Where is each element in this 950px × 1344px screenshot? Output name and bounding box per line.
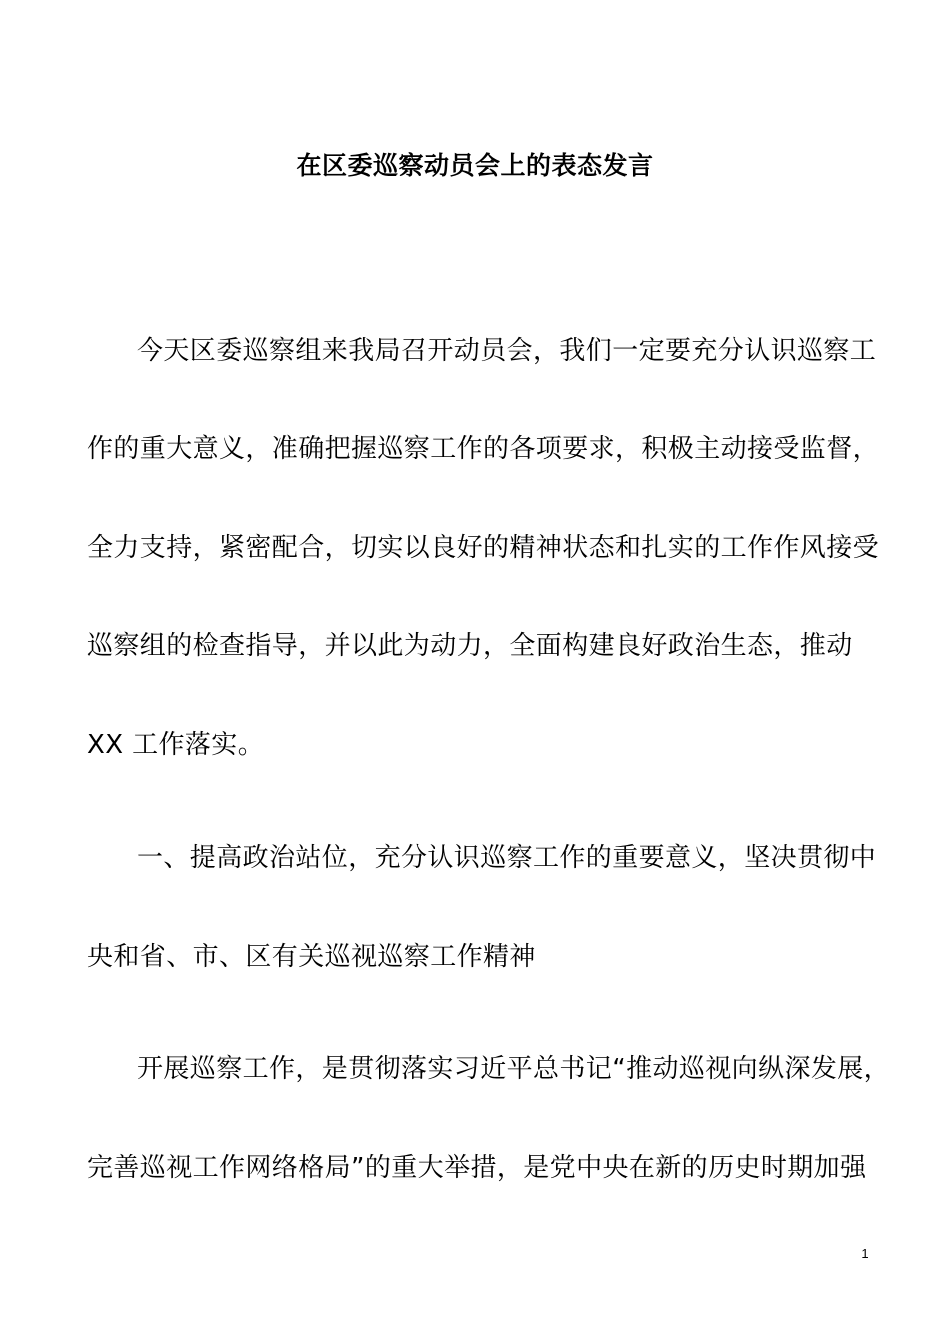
paragraph-1-line-4: 巡察组的检查指导，并以此为动力，全面构建良好政治生态，推动 <box>87 631 853 661</box>
document-title: 在区委巡察动员会上的表态发言 <box>296 151 654 180</box>
paragraph-1-line-1: 今天区委巡察组来我局召开动员会，我们一定要充分认识巡察工 <box>137 336 877 366</box>
section-heading-line-2: 央和省、市、区有关巡视巡察工作精神 <box>87 942 536 972</box>
paragraph-1-line-3: 全力支持，紧密配合，切实以良好的精神状态和扎实的工作作风接受 <box>87 533 880 563</box>
paragraph-2-line-2: 完善巡视工作网络格局”的重大举措，是党中央在新的历史时期加强 <box>87 1153 867 1183</box>
paragraph-2-line-1: 开展巡察工作，是贯彻落实习近平总书记“推动巡视向纵深发展， <box>137 1054 891 1084</box>
paragraph-1-line-5: XX 工作落实。 <box>87 730 265 760</box>
paragraph-1-line-2: 作的重大意义，准确把握巡察工作的各项要求，积极主动接受监督， <box>87 434 880 464</box>
section-heading-line-1: 一、提高政治站位，充分认识巡察工作的重要意义，坚决贯彻中 <box>137 843 877 873</box>
page-number: 1 <box>861 1246 869 1261</box>
